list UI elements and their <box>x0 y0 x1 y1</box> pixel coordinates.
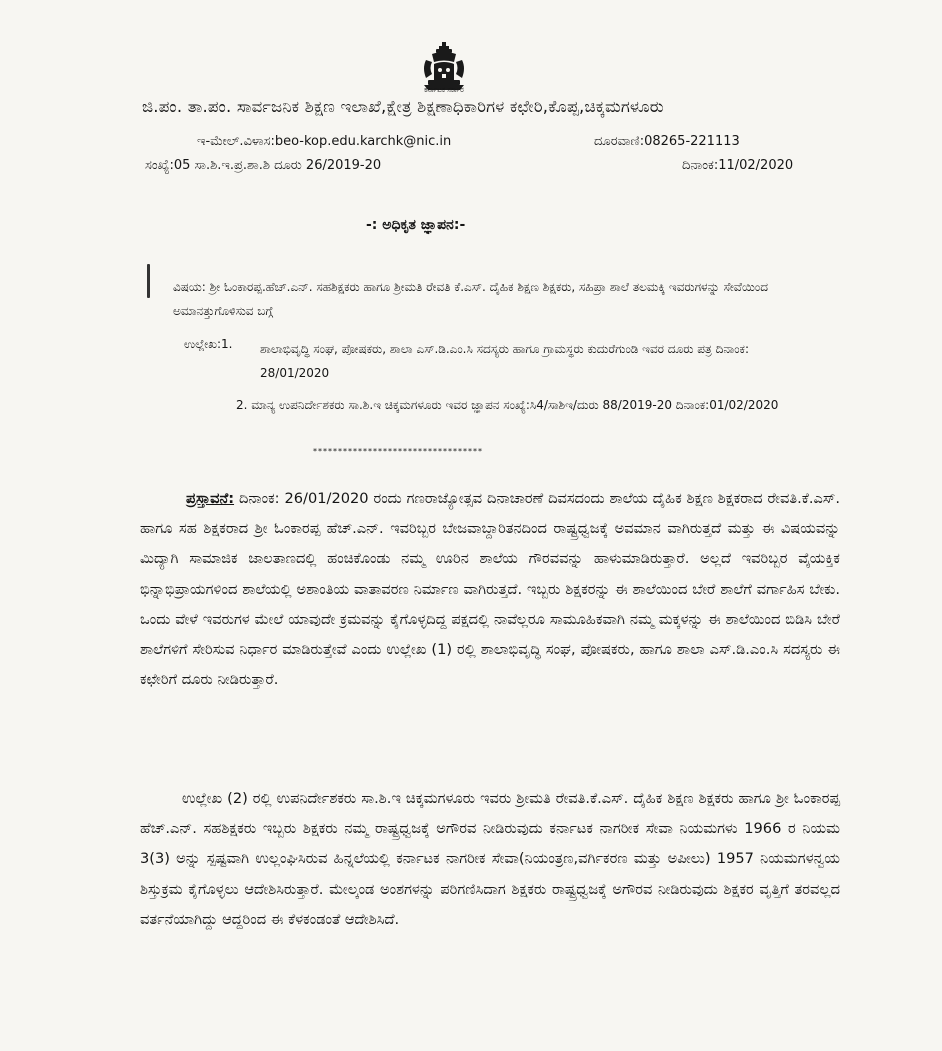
margin-mark <box>147 264 150 298</box>
reference-2: 2. ಮಾನ್ಯ ಉಪನಿರ್ದೇಶಕರು ಸಾ.ಶಿ.ಇ ಚಿಕ್ಕಮಗಳೂರು ಇವರ ಜ್ಞಾಪನ ಸಂಖ್ಯೆ:ಸಿ4/ಸಾಶಿಇ/ದುರು 88/2019-20 ದಿನಾಂಕ:01/02/2020 <box>236 398 779 412</box>
separator-line: ********************************** <box>313 447 483 456</box>
subject-text: ವಿಷಯ: ಶ್ರೀ ಓಂಕಾರಪ್ಪ.ಹೆಚ್.ಎನ್. ಸಹಶಿಕ್ಷಕರು ಹಾಗೂ ಶ್ರೀಮತಿ ರೇವತಿ ಕೆ.ಎಸ್. ದೈಹಿಕ ಶಿಕ್ಷಣ ಶಿಕ್ಷಕರು, ಸಹಿಪ್ರಾ ಶಾಲೆ ತಲಮಕ್ಕಿ ಇವರುಗಳನ್ನು ಸೇವೆಯಿಂದ ಅಮಾನತ್ತುಗೊಳಿಸುವ ಬಗ್ಗೆ <box>173 280 768 318</box>
page-title: -: ಅಧಿಕೃತ ಜ್ಞಾಪನ:- <box>366 217 466 233</box>
body-paragraph-2 <box>140 784 840 935</box>
reference-1: ಶಾಲಾಭಿವೃದ್ಧಿ ಸಂಘ, ಪೋಷಕರು, ಶಾಲಾ ಎಸ್.ಡಿ.ಎಂ.ಸಿ ಸದಸ್ಯರು ಹಾಗೂ ಗ್ರಾಮಸ್ಥರು ಕುದುರೆಗುಂಡಿ ಇವರ ದೂರು ಪತ್ರ ದಿನಾಂಕ: 28/01/2020 <box>260 342 749 380</box>
office-name: ಜಿ.ಪಂ. ತಾ.ಪಂ. ಸಾರ್ವಜನಿಕ ಶಿಕ್ಷಣ ಇಲಾಖೆ,ಕ್ಷೇತ್ರ ಶಿಕ್ಷಣಾಧಿಕಾರಿಗಳ ಕಛೇರಿ,ಕೊಪ್ಪ,ಚಿಕ್ಕಮಗಳೂರು <box>142 97 664 116</box>
document-date: ದಿನಾಂಕ:11/02/2020 <box>682 158 794 173</box>
paragraph-2-text: ಉಲ್ಲೇಖ (2) ರಲ್ಲಿ ಉಪನಿರ್ದೇಶಕರು ಸಾ.ಶಿ.ಇ ಚಿಕ್ಕಮಗಳೂರು ಇವರು ಶ್ರೀಮತಿ ರೇವತಿ.ಕೆ.ಎಸ್. ದೈಹಿಕ ಶಿಕ್ಷಣ ಶಿಕ್ಷಕರು ಹಾಗೂ ಶ್ರೀ ಓಂಕಾರಪ್ಪ ಹೆಚ್.ಎನ್. ಸಹಶಿಕ್ಷಕರು ಇಬ್ಬರು ಶಿಕ್ಷಕರು ನಮ್ಮ ರಾಷ್ಟ್ರಧ್ವಜಕ್ಕೆ ಅಗೌರವ ನೀಡಿರುವುದು ಕರ್ನಾಟಕ ನಾಗರೀಕ ಸೇವಾ ನಿಯಮಗಳು 1966 ರ ನಿಯಮ 3(3) ಅನ್ನು ಸ್ಪಷ್ಟವಾಗಿ ಉಲ್ಲಂಘಿಸಿರುವ ಹಿನ್ನಲೆಯಲ್ಲಿ ಕರ್ನಾಟಕ ನಾಗರೀಕ ಸೇವಾ(ನಿಯಂತ್ರಣ,ವರ್ಗಿಕರಣ ಮತ್ತು ಅಪೀಲು) 1957 ನಿಯಮಗಳನ್ವಯ ಶಿಸ್ತುಕ್ರಮ ಕೈಗೊಳ್ಳಲು ಆದೇಶಿಸಿರುತ್ತಾರೆ. ಮೇಲ್ಕಂಡ ಅಂಶಗಳನ್ನು ಪರಿಗಣಿಸಿದಾಗ ಶಿಕ್ಷಕರು ರಾಷ್ಟ್ರಧ್ವಜಕ್ಕೆ ಅಗೌರವ ನೀಡಿರುವುದು ಶಿಕ್ಷಕರ ವೃತ್ತಿಗೆ ತರವಲ್ಲದ ವರ್ತನೆಯಾಗಿದ್ದು ಆದ್ದರಿಂದ ಈ ಕೆಳಕಂಡಂತೆ ಆದೇಶಿಸಿದೆ. <box>140 790 840 928</box>
preamble-label: ಪ್ರಸ್ತಾವನೆ: <box>186 490 235 507</box>
emblem-caption: ಕರ್ನಾಟಕ ಸರ್ಕಾರ <box>424 86 464 94</box>
body-paragraph-1 <box>140 484 840 695</box>
references-label: ಉಲ್ಲೇಖ:1. <box>184 337 233 351</box>
email-line: ಇ-ಮೇಲ್.ವಿಳಾಸ:beo-kop.edu.karchk@nic.in <box>197 134 452 149</box>
paragraph-1-text: ದಿನಾಂಕ: 26/01/2020 ರಂದು ಗಣರಾಜ್ಯೋತ್ಸವ ದಿನಾಚಾರಣೆ ದಿವಸದಂದು ಶಾಲೆಯ ದೈಹಿಕ ಶಿಕ್ಷಣ ಶಿಕ್ಷಕರಾದ ರೇವತಿ.ಕೆ.ಎಸ್. ಹಾಗೂ ಸಹ ಶಿಕ್ಷಕರಾದ ಶ್ರೀ ಓಂಕಾರಪ್ಪ ಹೆಚ್.ಎನ್. ಇವರಿಬ್ಬರ ಬೇಜವಾಬ್ದಾರಿತನದಿಂದ ರಾಷ್ಟ್ರಧ್ವಜಕ್ಕೆ ಅವಮಾನ ವಾಗಿರುತ್ತದೆ ಮತ್ತು ಈ ವಿಷಯವನ್ನು ಮಿದ್ಯಾಗಿ ಸಾಮಾಜಿಕ ಜಾಲತಾಣದಲ್ಲಿ ಹಂಚಿಕೊಂಡು ನಮ್ಮ ಊರಿನ ಶಾಲೆಯ ಗೌರವವನ್ನು ಹಾಳುಮಾಡಿರುತ್ತಾರೆ. ಅಲ್ಲದೆ ಇವರಿಬ್ಬರ ವೈಯಕ್ತಿಕ ಭಿನ್ನಾಭಿಪ್ರಾಯಗಳಿಂದ ಶಾಲೆಯಲ್ಲಿ ಅಶಾಂತಿಯ ವಾತಾವರಣ ನಿರ್ಮಾಣ ವಾಗಿರುತ್ತದೆ. ಇಬ್ಬರು ಶಿಕ್ಷಕರನ್ನು ಈ ಶಾಲೆಯಿಂದ ಬೇರೆ ಶಾಲೆಗೆ ವರ್ಗಾಹಿಸ ಬೇಕು. ಒಂದು ವೇಳೆ ಇವರುಗಳ ಮೇಲೆ ಯಾವುದೇ ಕ್ರಮವನ್ನು ಕೈಗೊಳ್ಳದಿದ್ದ ಪಕ್ಷದಲ್ಲಿ ನಾವೆಲ್ಲರೂ ಸಾಮೂಹಿಕವಾಗಿ ನಮ್ಮ ಮಕ್ಕಳನ್ನು ಈ ಶಾಲೆಯಿಂದ ಬಿಡಿಸಿ ಬೇರೆ ಶಾಲೆಗಳಿಗೆ ಸೇರಿಸುವ ನಿರ್ಧಾರ ಮಾಡಿರುತ್ತೇವೆ ಎಂದು ಉಲ್ಲೇಖ (1) ರಲ್ಲಿ ಶಾಲಾಭಿವೃದ್ಧಿ ಸಂಘ, ಪೋಷಕರು, ಹಾಗೂ ಶಾಲಾ ಎಸ್.ಡಿ.ಎಂ.ಸಿ ಸದಸ್ಯರು ಈ ಕಛೇರಿಗೆ ದೂರು ನೀಡಿರುತ್ತಾರೆ. <box>140 490 840 689</box>
reference-number: ಸಂಖ್ಯೆ:05 ಸಾ.ಶಿ.ಇ.ಪ್ರ.ಶಾ.ಶಿ ದೂರು 26/2019-20 <box>145 158 382 173</box>
phone-line: ದೂರವಾಣಿ:08265-221113 <box>594 134 740 149</box>
